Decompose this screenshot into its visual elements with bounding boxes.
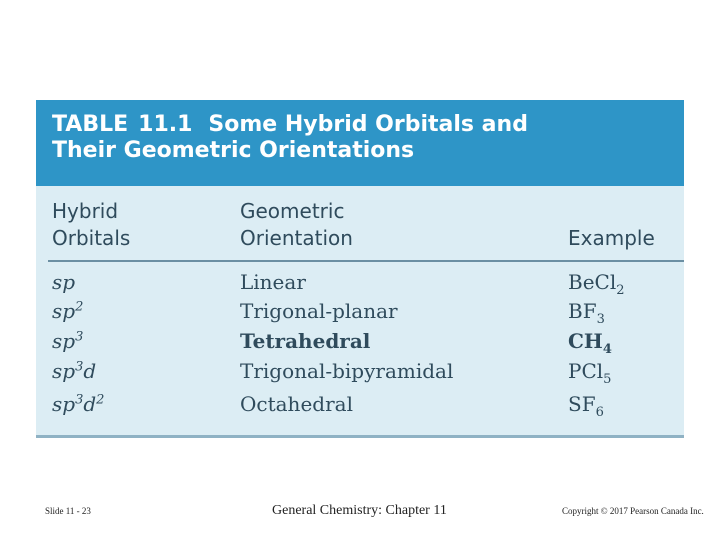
geometry-cell: Octahedral: [240, 392, 353, 416]
example-formula: CH: [568, 329, 603, 353]
table-row: [36, 392, 684, 422]
orbital-d-superscript: 2: [96, 392, 105, 408]
table-row: [36, 270, 684, 300]
geometry-cell: Trigonal-bipyramidal: [240, 359, 454, 383]
geometry-cell: Trigonal-planar: [240, 299, 398, 323]
orbital-cell: [52, 392, 104, 416]
orbital-superscript: 2: [75, 299, 84, 315]
orbital-cell: [52, 270, 75, 294]
orbital-base: sp: [52, 359, 76, 383]
example-cell: [568, 270, 625, 298]
orbital-superscript: 3: [75, 359, 84, 375]
table-row: [36, 299, 684, 329]
table-title-line-1: [52, 112, 528, 137]
column-header-orientation: [240, 198, 353, 252]
example-formula: BeCl: [568, 270, 617, 294]
example-cell: [568, 392, 604, 420]
hybrid-orbitals-table: [36, 100, 684, 438]
table-bottom-border: [36, 435, 684, 438]
column-header-example: Example: [568, 226, 655, 250]
example-subscript: 5: [603, 372, 612, 387]
column-header-orientation-line-2: Orientation: [240, 226, 353, 250]
column-header-orientation-line-1: Geometric: [240, 199, 345, 223]
orbital-d: d: [83, 359, 97, 383]
table-title-text: Some Hybrid Orbitals and: [208, 112, 528, 137]
orbital-cell: [52, 299, 83, 323]
orbital-base: sp: [52, 270, 76, 294]
example-cell: [568, 299, 605, 327]
orbital-cell: [52, 329, 83, 353]
table-title-band: [36, 100, 684, 186]
example-cell: [568, 359, 611, 387]
example-formula: BF: [568, 299, 597, 323]
course-title: General Chemistry: Chapter 11: [272, 503, 447, 518]
example-formula: PCl: [568, 359, 604, 383]
orbital-cell: [52, 359, 96, 383]
example-formula: SF: [568, 392, 596, 416]
example-subscript: 3: [596, 312, 605, 327]
slide-number: Slide 11 - 23: [45, 506, 91, 516]
header-divider: [48, 260, 684, 262]
geometry-cell: Linear: [240, 270, 306, 294]
table-title-line-2: Their Geometric Orientations: [52, 138, 415, 163]
orbital-d: d: [83, 392, 97, 416]
example-subscript: 4: [602, 342, 612, 357]
example-cell: [568, 329, 612, 357]
orbital-superscript: 3: [75, 392, 84, 408]
column-header-orbitals-line-1: Hybrid: [52, 199, 119, 223]
table-number: 11.1: [138, 112, 193, 137]
orbital-base: sp: [52, 392, 76, 416]
orbital-superscript: 3: [75, 329, 84, 345]
column-header-orbitals-line-2: Orbitals: [52, 226, 131, 250]
column-header-orbitals: [52, 198, 130, 252]
copyright-notice: Copyright © 2017 Pearson Canada Inc.: [562, 506, 704, 516]
example-subscript: 6: [595, 405, 604, 420]
table-row: [36, 359, 684, 389]
table-row: [36, 329, 684, 359]
table-label: TABLE: [52, 112, 129, 137]
orbital-base: sp: [52, 299, 76, 323]
orbital-base: sp: [52, 329, 76, 353]
geometry-cell: Tetrahedral: [240, 329, 371, 353]
example-subscript: 2: [616, 283, 625, 298]
